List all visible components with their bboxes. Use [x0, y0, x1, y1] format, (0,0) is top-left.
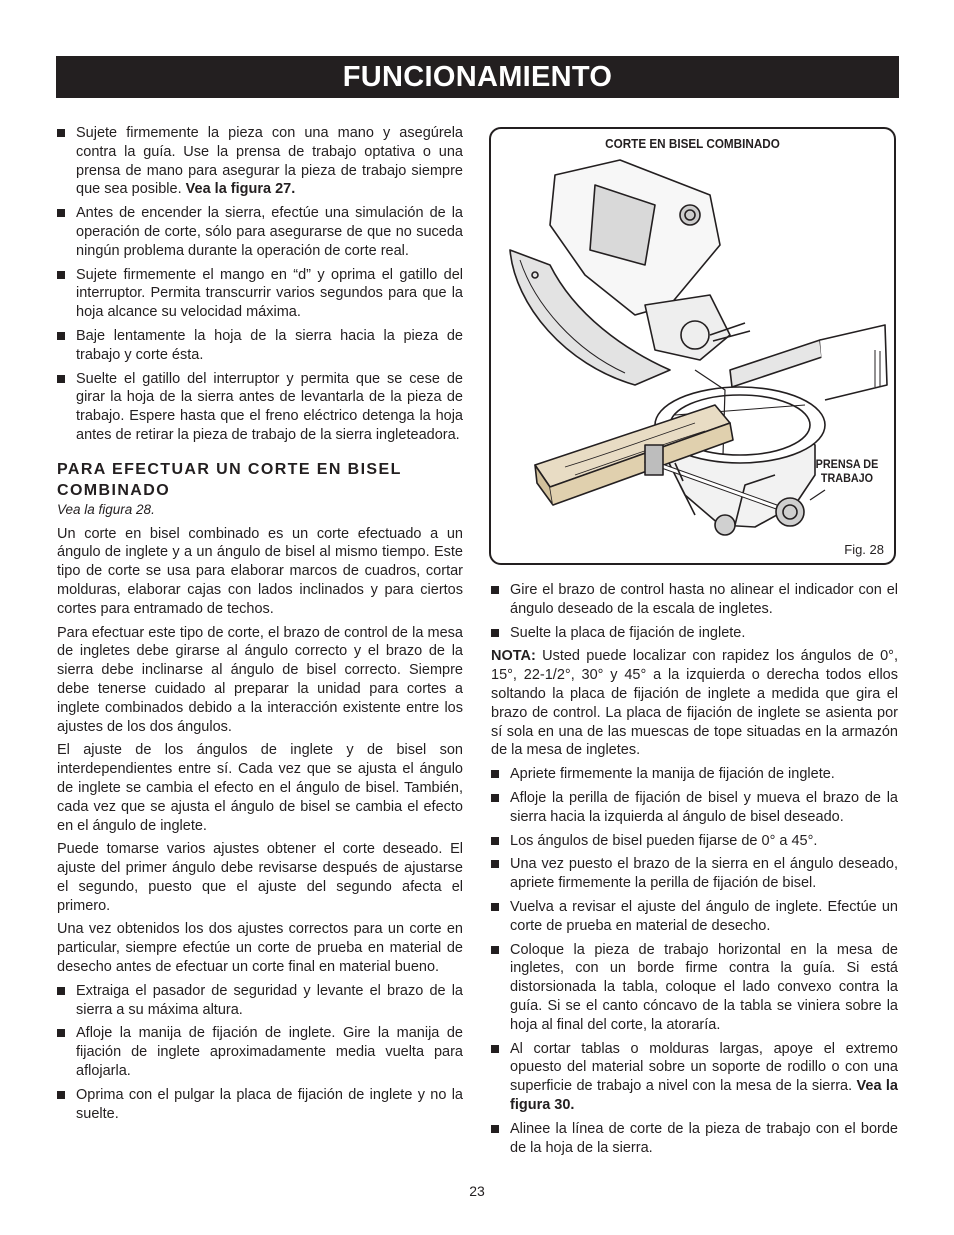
figure-callout: PRENSA DE TRABAJO: [815, 457, 879, 485]
list-item: Alinee la línea de corte de la pieza de trabajo con el borde de la hoja de la sierra.: [491, 1120, 898, 1158]
square-bullet-icon: [491, 770, 499, 778]
page-title: FUNCIONAMIENTO: [342, 60, 613, 93]
square-bullet-icon: [57, 332, 65, 340]
list-item: Extraiga el pasador de seguridad y levante el brazo de la sierra a su máxima altura.: [57, 982, 463, 1020]
square-bullet-icon: [491, 629, 499, 637]
list-item: Los ángulos de bisel pueden fijarse de 0° a 45°.: [491, 832, 898, 851]
page-number: 23: [469, 1183, 485, 1199]
section-heading: PARA EFECTUAR UN CORTE EN BISEL COMBINADO: [57, 460, 402, 499]
list-item: Afloje la manija de fijación de inglete. Gire la manija de fijación de inglete aproximadamente media vuelta para aflojarla.: [57, 1024, 463, 1080]
square-bullet-icon: [57, 209, 65, 217]
list-item: Afloje la perilla de fijación de bisel y mueva el brazo de la sierra hacia la izquierda al ángulo de bisel deseado.: [491, 789, 898, 827]
list-item: Baje lentamente la hoja de la sierra hacia la pieza de trabajo y corte ésta.: [57, 327, 463, 365]
list-item: Gire el brazo de control hasta no alinear el indicador con el ángulo deseado de la escala de ingletes.: [491, 581, 898, 619]
square-bullet-icon: [491, 946, 499, 954]
square-bullet-icon: [57, 375, 65, 383]
list-item: Antes de encender la sierra, efectúe una simulación de la operación de corte, sólo para asegurarse de que no suceda ningún problema durante la operación de corte real.: [57, 204, 463, 260]
square-bullet-icon: [57, 129, 65, 137]
list-item: Una vez puesto el brazo de la sierra en el ángulo deseado, apriete firmemente la perilla de fijación de bisel.: [491, 855, 898, 893]
list-item: Al cortar tablas o molduras largas, apoye el extremo opuesto del material sobre un soporte de rodillo o con una superficie de trabajo a nivel con la mesa de la sierra. Vea la figura 30.: [491, 1040, 898, 1115]
list-item: Apriete firmemente la manija de fijación de inglete.: [491, 765, 898, 784]
square-bullet-icon: [491, 903, 499, 911]
square-bullet-icon: [491, 794, 499, 802]
square-bullet-icon: [57, 1091, 65, 1099]
list-item: Suelte la placa de fijación de inglete.: [491, 624, 898, 643]
list-item: Sujete firmemente la pieza con una mano y asegúrela contra la guía. Use la prensa de trabajo optativa o una prensa de mano para asegurar la pieza de trabajo siempre que sea posible. Vea la figura 27.: [57, 124, 463, 199]
square-bullet-icon: [491, 860, 499, 868]
list-item: Vuelva a revisar el ajuste del ángulo de inglete. Efectúe un corte de prueba en material de desecho.: [491, 898, 898, 936]
square-bullet-icon: [491, 1045, 499, 1053]
list-item: Sujete firmemente el mango en “d” y oprima el gatillo del interruptor. Permita transcurrir varios segundos para que la hoja alcance su velocidad máxima.: [57, 266, 463, 322]
left-column: [57, 124, 463, 1128]
square-bullet-icon: [491, 1125, 499, 1133]
note-paragraph: NOTA: Usted puede localizar con rapidez los ángulos de 0°, 15°, 22-1/2°, 30° y 45° a la izquierda o derecha todos ellos soltando la placa de fijación de inglete a medida que gira el brazo de control. La placa de fijación de inglete se asienta por sí sola en una de las muescas de tope situadas en la armazón de la mesa de ingletes.: [491, 648, 898, 759]
paragraph: Un corte en bisel combinado es un corte efectuado a un ángulo de inglete y a un ángulo de bisel al mismo tiempo. Este tipo de corte se usa para elaborar marcos de cuadros, cortar molduras, elaborar cajas con lados inclinados y para ciertos cortes para entramado de techos.: [57, 525, 463, 617]
note-label: NOTA:: [491, 648, 536, 665]
paragraph: El ajuste de los ángulos de inglete y de bisel son interdependientes entre sí. Cada vez que se ajusta el ángulo de inglete se cambia el efecto en el ángulo de bisel. También, cada vez que se ajusta el ángulo de bisel se cambia el efecto en el ángulo de inglete.: [57, 742, 463, 834]
figure-title: CORTE EN BISEL COMBINADO: [605, 136, 780, 151]
paragraph: Una vez obtenidos los dos ajustes correctos para un corte en particular, siempre efectúe un corte de prueba en material de desecho antes de efectuar un corte final en material bueno.: [57, 921, 463, 976]
paragraph: Puede tomarse varios ajustes obtener el corte deseado. El ajuste del primer ángulo debe revisarse después de ajustarse el segundo, puesto que el ajuste del segundo afecta el primero.: [57, 841, 463, 914]
figure-reference: Vea la figura 28.: [57, 501, 155, 517]
paragraph: Para efectuar este tipo de corte, el brazo de control de la mesa de ingletes debe girarse al ángulo correcto y el brazo de la sierra debe inclinarse al ángulo de bisel correcto. Siempre debe tenerse cuidado al preparar la unidad para cortes a inglete combinados debido a la interacción existente entre los ajustes de los dos ángulos.: [57, 624, 463, 735]
page-header: [56, 56, 899, 98]
square-bullet-icon: [491, 586, 499, 594]
list-item: Oprima con el pulgar la placa de fijación de inglete y no la suelte.: [57, 1086, 463, 1124]
list-item: Suelte el gatillo del interruptor y permita que se cese de girar la hoja de la sierra antes de levantarla de la pieza de trabajo. Espere hasta que el freno eléctrico detenga la hoja antes de retirar la pieza de trabajo de la sierra ingleteadora.: [57, 370, 463, 445]
right-column: [491, 581, 898, 1162]
square-bullet-icon: [57, 1029, 65, 1037]
list-item: Coloque la pieza de trabajo horizontal en la mesa de ingletes, con un borde firme contra la guía. Si está distorsionada la tabla, coloque el lado convexo contra la guía. Si se el canto cóncavo de la tabla se viniera sobre la hoja al final del corte, la atoraría.: [491, 941, 898, 1035]
miter-saw-illustration: [495, 155, 890, 555]
figure-28: [489, 127, 896, 565]
figure-label: Fig. 28: [844, 542, 884, 557]
square-bullet-icon: [57, 987, 65, 995]
square-bullet-icon: [57, 271, 65, 279]
square-bullet-icon: [491, 837, 499, 845]
